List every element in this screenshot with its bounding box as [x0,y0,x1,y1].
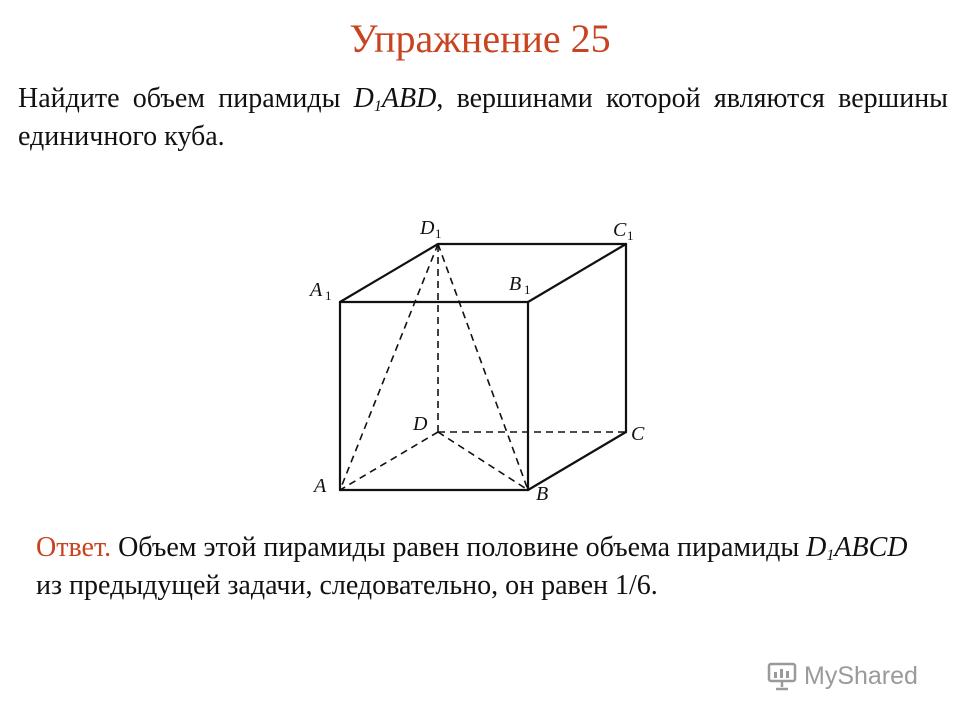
edge-d-a-hidden [340,432,438,490]
answer-pyramid-letter-d: D [806,532,827,563]
pyramid-edge-d1-a [340,244,438,490]
problem-text-before: Найдите объем пирамиды [18,83,354,114]
label-a1: A [310,279,323,301]
cube-diagram [300,200,680,510]
pyramid-subscript: 1 [373,98,382,115]
answer-text-before: Объем этой пирамиды равен половине объема пирамиды [111,532,807,563]
edge-b1-c1 [528,244,626,302]
label-a: A [314,475,327,497]
watermark-text: MyShared [804,661,918,690]
cube-figure [300,200,680,510]
problem-statement [18,80,948,156]
slide-title: Упражнение 25 [349,16,611,61]
pyramid-edge-d-b [438,432,528,490]
problem-text-after: , вершинами которой являются вершины единичного куба. [18,83,948,152]
pyramid-name [354,83,437,114]
answer-pyramid-subscript: 1 [826,547,835,564]
pyramid-letter-d: D [353,83,374,114]
label-d: D [413,413,428,435]
answer-pyramid-name [806,532,907,563]
label-b: B [536,483,549,505]
answer-pyramid-letters-rest: ABCD [834,532,908,563]
answer-text-after: из предыдущей задачи, следовательно, он равен 1/6. [36,570,658,601]
label-a1-sub: 1 [325,288,332,303]
presentation-board-icon [766,660,798,692]
pyramid-letters-rest: ABD [381,83,437,114]
label-c1: C [613,219,627,241]
answer-block [36,529,936,605]
label-c: C [631,423,645,445]
label-d1: D [420,217,435,239]
answer-label: Ответ. [36,532,112,563]
label-d1-sub: 1 [435,226,442,241]
edge-b-c [528,432,626,490]
myshared-watermark[interactable] [766,656,936,696]
edge-d1-a1 [340,244,438,302]
label-c1-sub: 1 [627,228,634,243]
label-b1-sub: 1 [524,282,531,297]
label-b1: B [509,273,522,295]
